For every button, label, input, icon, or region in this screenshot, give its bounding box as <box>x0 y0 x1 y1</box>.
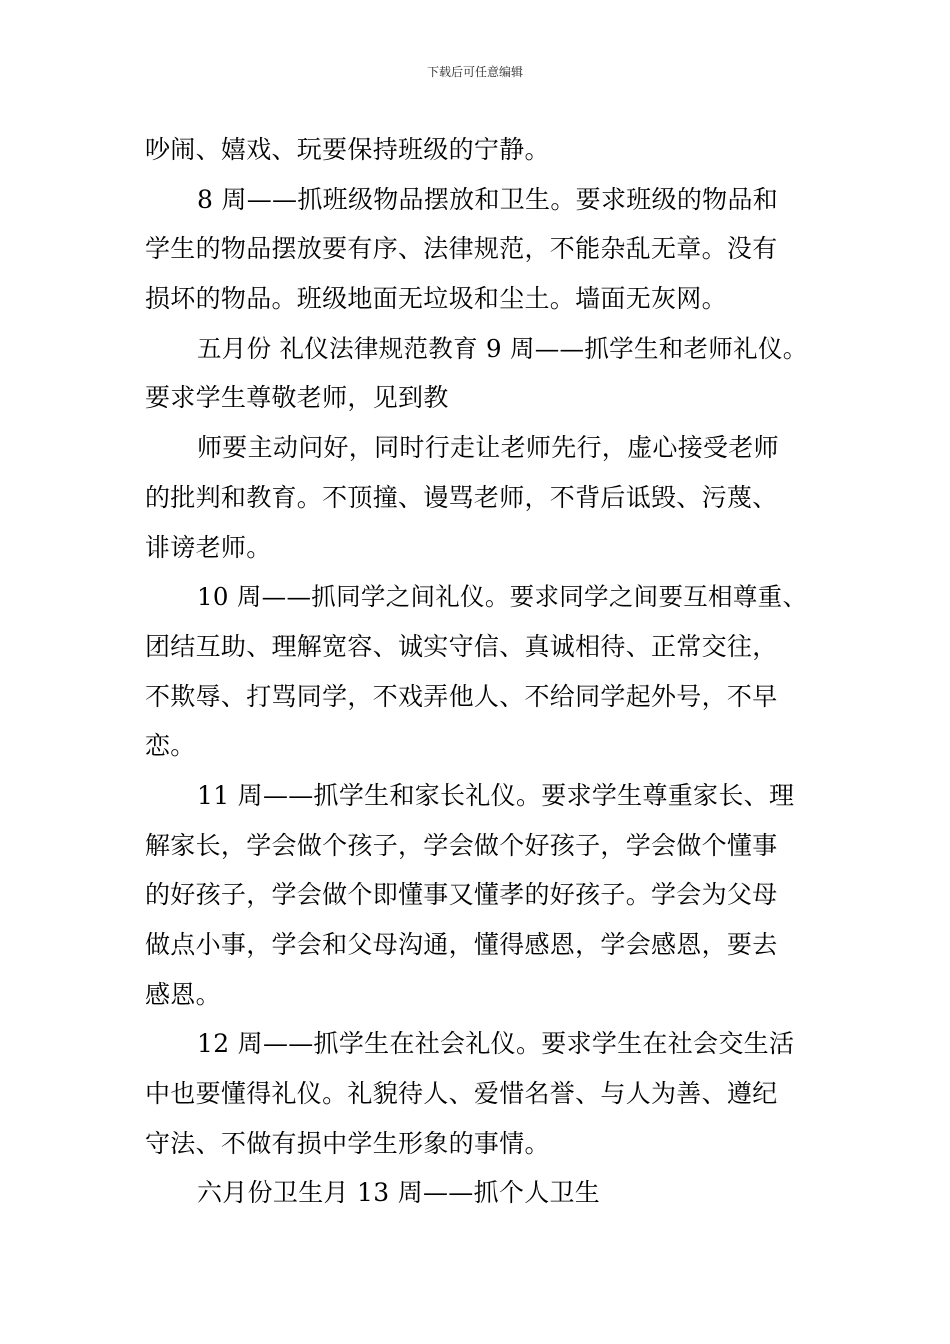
text-line: 11 周——抓学生和家长礼仪。要求学生尊重家长、理 <box>197 780 795 810</box>
page-header-note: 下载后可任意编辑 <box>426 65 523 79</box>
text-line: 恋。 <box>145 731 196 761</box>
text-line: 损坏的物品。班级地面无垃圾和尘土。墙面无灰网。 <box>145 284 727 314</box>
text-line: 吵闹、嬉戏、玩要保持班级的宁静。 <box>145 135 550 164</box>
text-line: 不欺辱、打骂同学，不戏弄他人、不给同学起外号，不早 <box>145 681 778 711</box>
text-line: 师要主动问好，同时行走让老师先行，虚心接受老师 <box>197 433 779 463</box>
text-line: 要求学生尊敬老师，见到教 <box>145 383 449 413</box>
text-line: 做点小事，学会和父母沟通，懂得感恩，学会感恩，要去 <box>145 930 778 959</box>
text-line: 学生的物品摆放要有序、法律规范，不能杂乱无章。没有 <box>145 234 778 264</box>
text-line: 10 周——抓同学之间礼仪。要求同学之间要互相尊重、 <box>197 582 808 612</box>
text-line: 的好孩子，学会做个即懂事又懂孝的好孩子。学会为父母 <box>145 880 778 910</box>
text-line: 诽谤老师。 <box>145 532 272 562</box>
text-line: 的批判和教育。不顶撞、谩骂老师，不背后诋毁、污蔑、 <box>145 482 778 512</box>
text-line: 解家长，学会做个孩子，学会做个好孩子，学会做个懂事 <box>145 830 778 860</box>
text-line: 感恩。 <box>145 979 221 1009</box>
text-line: 团结互助、理解宽容、诚实守信、真诚相待、正常交往， <box>145 631 778 661</box>
document-body <box>145 125 813 1218</box>
text-line: 12 周——抓学生在社会礼仪。要求学生在社会交生活 <box>197 1029 795 1059</box>
text-line: 守法、不做有损中学生形象的事情。 <box>145 1128 550 1158</box>
text-line: 六月份卫生月 13 周——抓个人卫生 <box>197 1178 601 1208</box>
text-line: 8 周——抓班级物品摆放和卫生。要求班级的物品和 <box>197 184 779 214</box>
text-line: 五月份 礼仪法律规范教育 9 周——抓学生和老师礼仪。 <box>197 333 808 363</box>
text-line: 中也要懂得礼仪。礼貌待人、爱惜名誉、与人为善、遵纪 <box>145 1079 778 1109</box>
